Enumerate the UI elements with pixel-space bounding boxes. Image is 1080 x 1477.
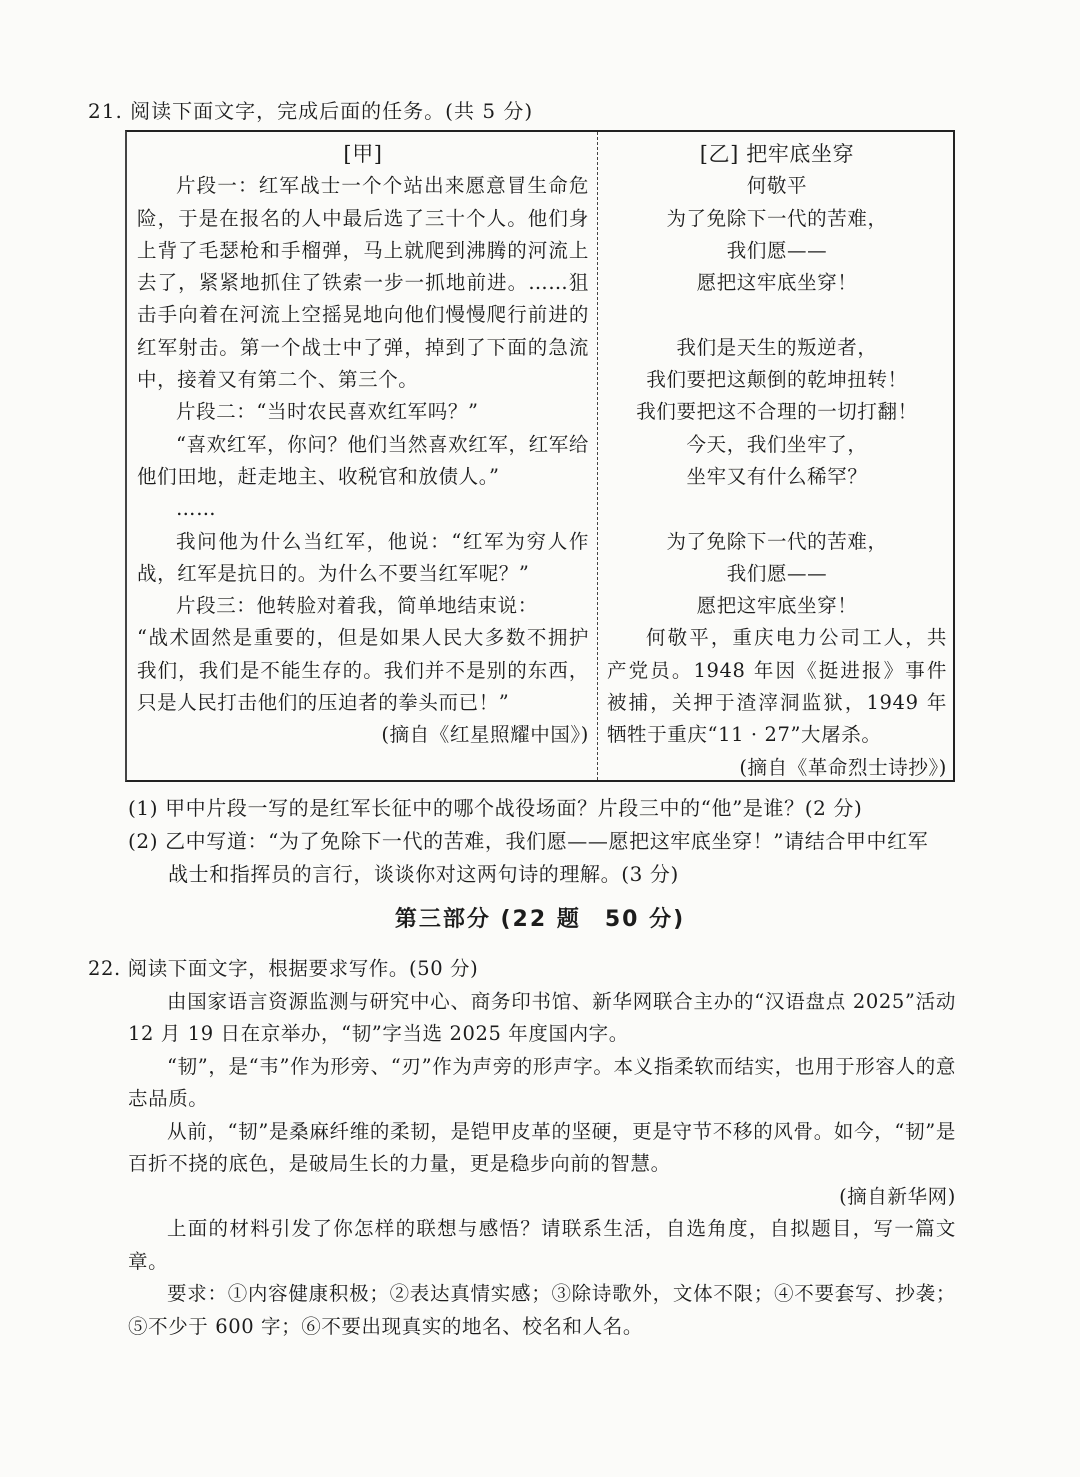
question-22 [88,953,956,1343]
jia-fragment-2-question: 我问他为什么当红军，他说：“红军为穷人作战，红军是抗日的。为什么不要当红军呢？” [137,529,589,585]
passage-jia [137,138,589,752]
poem-line: 今天，我们坐牢了， [686,432,868,456]
yi-source: (摘自《革命烈士诗抄》) [739,755,947,779]
question-21-1 [128,792,968,825]
poem-line: 愿把这牢底坐穿！ [696,271,858,295]
poem-line: 我们愿—— [726,561,828,585]
poem-line: 我们要把这颠倒的乾坤扭转！ [646,368,908,392]
question-21-1-text: (1) 甲中片段一写的是红军长征中的哪个战役场面？片段三中的“他”是谁？(2 分) [128,796,863,820]
reading-material-box [125,130,955,782]
question-21-2-line2: 战士和指挥员的言行，谈谈你对这两句诗的理解。(3 分) [168,862,679,886]
jia-fragment-2: 片段二：“当时农民喜欢红军吗？” [176,400,479,424]
part-3-title: 第三部分 (22 题 50 分) [394,907,686,932]
question-21-header: 21. 阅读下面文字，完成后面的任务。(共 5 分) [88,99,534,123]
material-paragraph-1: 由国家语言资源监测与研究中心、商务印书馆、新华网联合主办的“汉语盘点 2025”活动 12 月 19 日在京举办，“韧”字当选 2025 年度国内字。 [128,989,956,1045]
poem-line: 我们要把这不合理的一切打翻！ [636,400,918,424]
question-22-header: 22. 阅读下面文字，根据要求写作。(50 分) [88,957,479,980]
poem-line: 愿把这牢底坐穿！ [696,594,858,618]
writing-requirements: 要求：①内容健康积极；②表达真情实感；③除诗歌外，文体不限；④不要套写、抄袭；⑤不少于 600 字；⑥不要出现真实的地名、校名和人名。 [128,1282,956,1338]
poem-title: [乙] 把牢底坐穿 [699,142,855,166]
jia-fragment-1: 片段一：红军战士一个个站出来愿意冒生命危险，于是在报名的人中最后选了三十个人。他们身上背了毛瑟枪和手榴弹，马上就爬到沸腾的河流上去了，紧紧地抓住了铁索一步一抓地前进。……狙击手向着在河流上空摇晃地向他们慢慢爬行前进的红军射击。第一个战士中了弹，掉到了下面的急流中，接着又有第二个、第三个。 [137,174,589,392]
poem-author: 何敬平 [746,174,808,198]
material-paragraph-2: “韧”，是“韦”作为形旁、“刃”作为声旁的形声字。本义指柔软而结实，也用于形容人的意志品质。 [128,1054,956,1110]
author-note: 何敬平，重庆电力公司工人，共产党员。1948 年因《挺进报》事件被捕，关押于渣滓洞监狱，1949 年牺牲于重庆“11 · 27”大屠杀。 [607,626,947,747]
poem-line: 为了免除下一代的苦难， [666,529,888,553]
writing-prompt: 上面的材料引发了你怎样的联想与感悟？请联系生活，自选角度，自拟题目，写一篇文章。 [128,1217,956,1273]
poem-line: 坐牢又有什么稀罕？ [686,464,868,488]
passage-jia-title: [甲] [343,142,383,166]
material-paragraph-3: 从前，“韧”是桑麻纤维的柔韧，是铠甲皮革的坚硬，更是守节不移的风骨。如今，“韧”是百折不挠的底色，是破局生长的力量，更是稳步向前的智慧。 [128,1119,956,1175]
poem-line: 我们是天生的叛逆者， [676,335,878,359]
question-21-2 [128,825,968,891]
poem-line: 为了免除下一代的苦难， [666,206,888,230]
jia-fragment-3-quote: “战术固然是重要的，但是如果人民大多数不拥护我们，我们是不能生存的。我们并不是别的东西，只是人民打击他们的压迫者的拳头而已！” [137,626,589,715]
jia-source: (摘自《红星照耀中国》) [381,723,589,747]
jia-fragment-2-reply: “喜欢红军，你问？他们当然喜欢红军，红军给他们田地，赶走地主、收税官和放债人。” [137,432,589,488]
column-divider [597,132,598,780]
passage-yi [607,138,947,784]
jia-ellipsis: …… [176,497,217,521]
question-21-2-line1: (2) 乙中写道：“为了免除下一代的苦难，我们愿——愿把这牢底坐穿！”请结合甲中红军 [128,829,929,853]
poem-line: 我们愿—— [726,238,828,262]
material-source: (摘自新华网) [839,1184,956,1208]
essay-material [88,986,956,1344]
jia-fragment-3: 片段三：他转脸对着我，简单地结束说： [176,594,538,618]
